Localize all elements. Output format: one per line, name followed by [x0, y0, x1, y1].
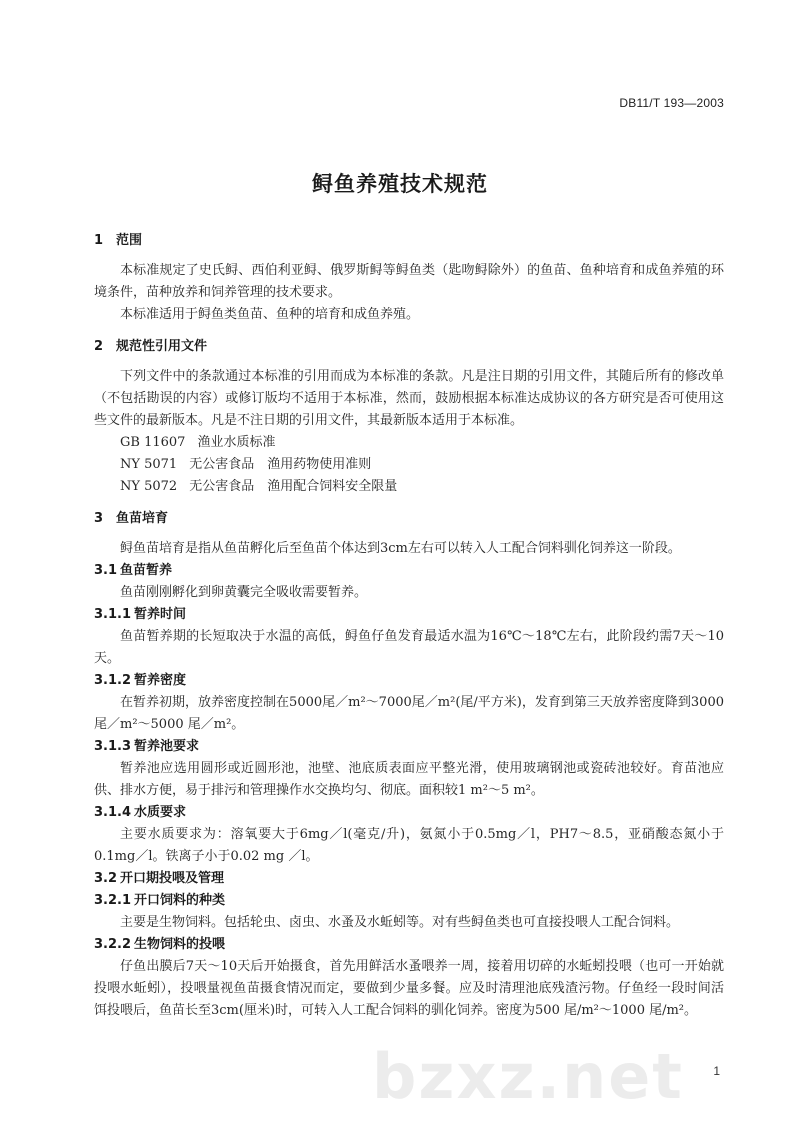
- reference-name: 渔业水质标准: [197, 435, 276, 450]
- subsection-heading: [94, 670, 724, 692]
- section-number: 3: [94, 511, 104, 526]
- section-title: 鱼苗培育: [116, 511, 169, 526]
- paragraph: 在暂养初期，放养密度控制在5000尾／m²～7000尾／m²(尾/平方米)，发育到第三天放养密度降到3000 尾／m²～5000 尾／m²。: [94, 695, 724, 732]
- reference-code: GB 11607: [120, 435, 186, 450]
- reference-name: 无公害食品 渔用配合饲料安全限量: [189, 479, 398, 494]
- document-title: 鲟鱼养殖技术规范: [312, 172, 488, 196]
- subsection-heading: [94, 868, 724, 890]
- subsection-number: 3.1.4: [94, 805, 132, 820]
- paragraph: 本标准适用于鲟鱼类鱼苗、鱼种的培育和成鱼养殖。: [120, 307, 420, 322]
- subsection-title: 开口饲料的种类: [134, 893, 226, 908]
- document-code: DB11/T 193—2003: [619, 96, 724, 110]
- paragraph: 主要是生物饲料。包括轮虫、卤虫、水蚤及水蚯蚓等。对有些鲟鱼类也可直接投喂人工配合饲料。: [120, 915, 680, 930]
- section-number: 2: [94, 339, 104, 354]
- paragraph: 鲟鱼苗培育是指从鱼苗孵化后至鱼苗个体达到3cm左右可以转入人工配合饲料驯化饲养这一阶段。: [120, 541, 681, 556]
- document-body: [94, 230, 724, 1022]
- paragraph: 仔鱼出膜后7天～10天后开始摄食，首先用鲜活水蚤喂养一周，接着用切碎的水蚯蚓投喂（也可一开始就投喂水蚯蚓），投喂量视鱼苗摄食情况而定，要做到少量多餐。应及时清理池底残渣污物。仔鱼经一段时间活饵投喂后，鱼苗长至3cm(厘米)时，可转入人工配合饲料的驯化饲养。密度为500 尾/m²～1000 尾/m²。: [94, 959, 724, 1018]
- subsection-number: 3.1.2: [94, 673, 132, 688]
- subsection-title: 暂养密度: [134, 673, 187, 688]
- subsection-heading: [94, 890, 724, 912]
- reference-code: NY 5071: [120, 457, 178, 472]
- paragraph: 主要水质要求为：溶氧要大于6mg／l(毫克/升)，氨氮小于0.5mg／l，PH7～8.5，亚硝酸态氮小于0.1mg／l。铁离子小于0.02 mg ／l。: [94, 827, 724, 864]
- subsection-heading: [94, 560, 724, 582]
- section-heading: [94, 508, 724, 530]
- section-heading: [94, 230, 724, 252]
- reference-name: 无公害食品 渔用药物使用准则: [189, 457, 372, 472]
- reference-item: [94, 476, 724, 498]
- subsection-heading: [94, 802, 724, 824]
- subsection-number: 3.1.1: [94, 607, 132, 622]
- paragraph: 鱼苗刚刚孵化到卵黄囊完全吸收需要暂养。: [120, 585, 368, 600]
- subsection-heading: [94, 736, 724, 758]
- paragraph: 下列文件中的条款通过本标准的引用而成为本标准的条款。凡是注日期的引用文件，其随后所有的修改单（不包括勘误的内容）或修订版均不适用于本标准，然而，鼓励根据本标准达成协议的各方研究是否可使用这些文件的最新版本。凡是不注日期的引用文件，其最新版本适用于本标准。: [94, 369, 724, 428]
- subsection-title: 暂养时间: [134, 607, 187, 622]
- subsection-number: 3.1.3: [94, 739, 132, 754]
- reference-code: NY 5072: [120, 479, 178, 494]
- watermark: bzxz.net: [372, 1040, 684, 1113]
- paragraph: 鱼苗暂养期的长短取决于水温的高低，鲟鱼仔鱼发育最适水温为16℃～18℃左右，此阶段约需7天～10天。: [94, 629, 724, 666]
- subsection-title: 暂养池要求: [134, 739, 200, 754]
- subsection-title: 生物饲料的投喂: [134, 937, 226, 952]
- subsection-number: 3.2: [94, 871, 118, 886]
- subsection-title: 水质要求: [134, 805, 187, 820]
- paragraph: 本标准规定了史氏鲟、西伯利亚鲟、俄罗斯鲟等鲟鱼类（匙吻鲟除外）的鱼苗、鱼种培育和成鱼养殖的环境条件，苗种放养和饲养管理的技术要求。: [94, 263, 724, 300]
- reference-item: [94, 432, 724, 454]
- section-heading: [94, 336, 724, 358]
- page-number: 1: [713, 1064, 720, 1078]
- subsection-number: 3.2.2: [94, 937, 132, 952]
- subsection-heading: [94, 604, 724, 626]
- section-number: 1: [94, 233, 104, 248]
- subsection-heading: [94, 934, 724, 956]
- paragraph: 暂养池应选用圆形或近圆形池，池壁、池底质表面应平整光滑，使用玻璃钢池或瓷砖池较好。育苗池应供、排水方便，易于排污和管理操作水交换均匀、彻底。面积较1 m²～5 m²。: [94, 761, 724, 798]
- section-title: 规范性引用文件: [116, 339, 208, 354]
- subsection-title: 开口期投喂及管理: [120, 871, 225, 886]
- subsection-number: 3.2.1: [94, 893, 132, 908]
- subsection-title: 鱼苗暂养: [120, 563, 173, 578]
- subsection-number: 3.1: [94, 563, 118, 578]
- section-title: 范围: [116, 233, 143, 248]
- reference-item: [94, 454, 724, 476]
